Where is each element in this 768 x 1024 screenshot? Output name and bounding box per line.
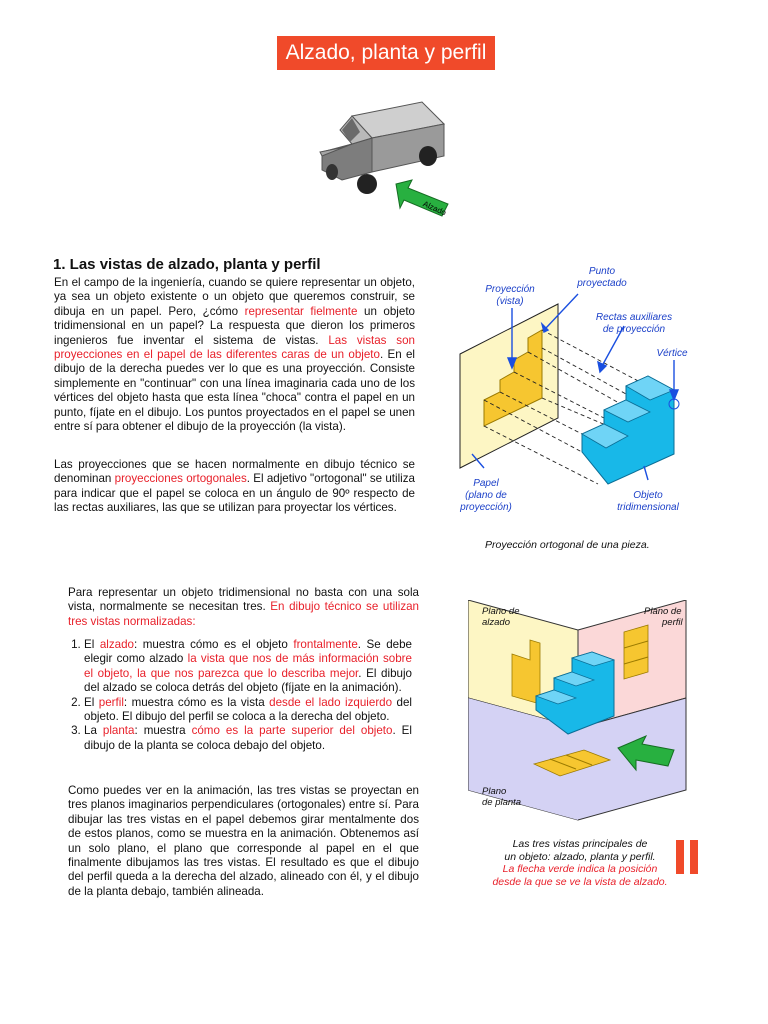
three-views-diagram	[468, 600, 700, 830]
label-vertice: Vértice	[656, 348, 688, 359]
section1-paragraph-1: En el campo de la ingeniería, cuando se quiere representar un objeto, ya sea un objeto existente o un objeto que queremos construir, se dibuja en un papel. Pero, ¿cómo representar fielmente un objeto tridimensional en un papel? La respuesta que dieron los primeros ingenieros fue inventar el sistema de vistas. Las vistas son proyecciones en el papel de las diferentes caras de un objeto. En el dibujo de la derecha puedes ver lo que es una proyección. Consiste simplemente en "continuar" con una línea imaginaria cada uno de los vértices del objeto hasta que esta línea "choca" contra el papel en un punto, fíjate en el dibujo. Los puntos proyectados en el papel se unen entre sí para obtener el dibujo de la proyección (la vista).	[54, 276, 415, 434]
alzado-arrow-label: Alzado	[421, 199, 448, 218]
label-proyeccion-2: proyección)	[460, 502, 512, 513]
section1-paragraph-2: Las proyecciones que se hacen normalmente en dibujo técnico se denominan proyecciones ortogonales. El adjetivo "ortogonal" se utiliza para indicar que el papel se coloca en un ángulo de 90º respecto de las rectas auxiliares, las que se utilizan para proyectar los vértices.	[54, 458, 415, 515]
label-punto: Punto	[588, 266, 616, 277]
label-proyeccion: Proyección	[485, 284, 535, 295]
diagram1-caption: Proyección ortogonal de una pieza.	[485, 539, 650, 551]
label-tridimensional: tridimensional	[617, 502, 679, 513]
label-rectas: Rectas auxiliares	[595, 312, 673, 323]
label-plano-planta-2: de planta	[482, 797, 522, 808]
label-proyectado: proyectado	[577, 278, 627, 289]
label-papel: Papel	[473, 478, 499, 489]
label-objeto: Objeto	[633, 490, 663, 501]
alzado-arrow-icon	[394, 178, 452, 218]
diagram2-caption: Las tres vistas principales de un objeto: alzado, planta y perfil. La flecha verde indica la posición desde la que se ve la vista de alzado.	[492, 838, 668, 888]
label-plano-perfil-2: perfil	[662, 617, 683, 628]
label-plano-planta-1: Plano	[482, 786, 507, 797]
pause-icon[interactable]	[676, 840, 700, 874]
section-heading: 1. Las vistas de alzado, planta y perfil	[53, 256, 321, 273]
label-deproyeccion: de proyección	[602, 324, 666, 335]
section2-paragraph-3: Como puedes ver en la animación, las tres vistas se proyectan en tres planos imaginarios perpendiculares (ortogonales) entre sí. Para dibujar las tres vistas en el papel debemos girar mentalmente dos de estos planos, como se muestra en la animación. Obtenemos así un solo plano, el plano que corresponde al papel en el que finalmente dibujamos las tres vistas. El resultado es que el dibujo del perfil queda a la derecha del alzado, alineado con él, y el dibujo de la planta debajo, también alineada.	[68, 784, 419, 898]
section2-intro: Para representar un objeto tridimensional no basta con una sola vista, normalmente se necesitan tres. En dibujo técnico se utilizan tres vistas normalizadas:	[68, 586, 420, 628]
label-plano-alzado-1: Plano de	[482, 606, 520, 617]
projection-diagram	[448, 258, 708, 538]
views-list	[68, 638, 412, 753]
page-title: Alzado, planta y perfil	[277, 36, 495, 70]
list-item-alzado: 1. El alzado: muestra cómo es el objeto frontalmente. Se debe elegir como alzado la vista que nos de más información sobre el objeto, la que nos parezca que lo describa mejor. El dibujo del alzado se coloca detrás del objeto (fíjate en la animación).	[84, 638, 412, 696]
list-item-planta: 3. La planta: muestra cómo es la parte superior del objeto. El dibujo de la planta se coloca debajo del objeto.	[84, 724, 412, 753]
label-plano-alzado-2: alzado	[482, 617, 510, 628]
list-item-perfil: 2. El perfil: muestra cómo es la vista desde el lado izquierdo del objeto. El dibujo del perfil se coloca a la derecha del objeto.	[84, 696, 412, 725]
label-plano: (plano de	[465, 490, 507, 501]
label-vista: (vista)	[496, 296, 524, 307]
label-plano-perfil-1: Plano de	[644, 606, 682, 617]
